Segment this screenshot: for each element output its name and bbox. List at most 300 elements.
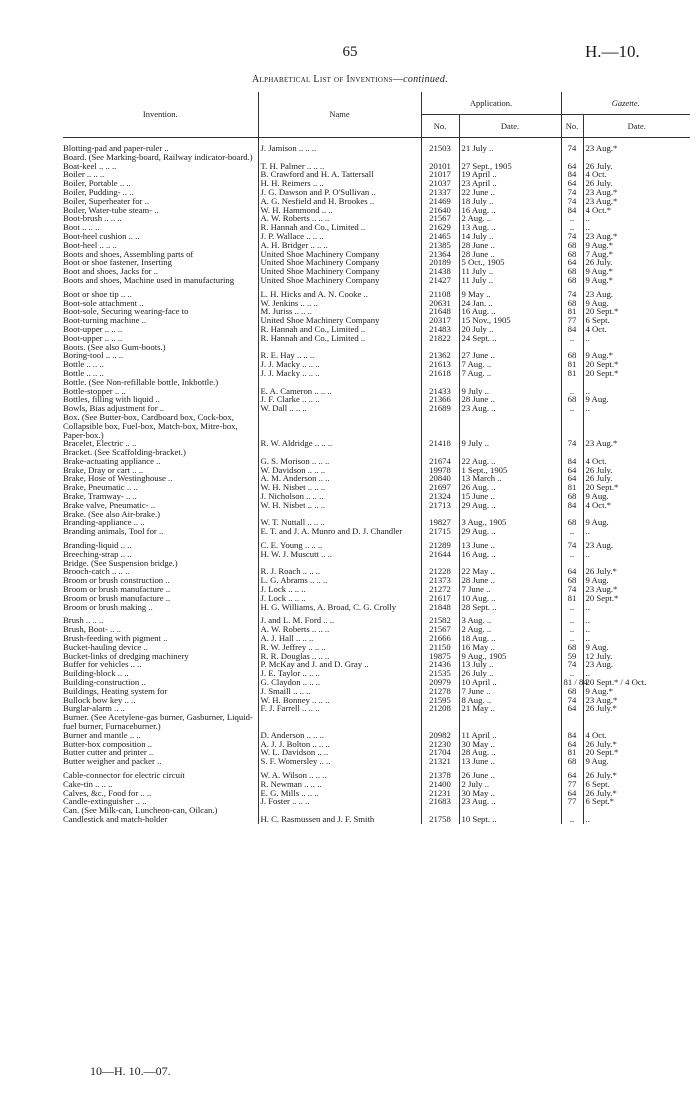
invention-cell: Candle-extinguisher .. .. (63, 797, 258, 806)
app-date-cell: 10 Sept. .. (459, 815, 561, 824)
gazette-no-cell: .. (561, 603, 583, 612)
app-date-cell: 24 Jan. .. (459, 299, 561, 308)
table-row (63, 378, 690, 387)
gazette-date-cell: .. (583, 603, 690, 612)
name-cell: J. F. Clarke .. .. .. (258, 395, 421, 404)
invention-cell: Bottle-stopper .. .. (63, 387, 258, 396)
app-date-cell: 16 Aug. .. (459, 307, 561, 316)
col-app-no: No. (421, 115, 459, 138)
table-row (63, 413, 690, 439)
table-row (63, 603, 690, 612)
invention-cell: Burner and mantle .. .. (63, 731, 258, 740)
app-no-cell: 21418 (421, 439, 459, 448)
invention-cell: Boot and shoes, Jacks for .. (63, 267, 258, 276)
gazette-date-cell: 4 Oct.* (583, 206, 690, 215)
invention-cell: Boots and shoes, Assembling parts of (63, 250, 258, 259)
name-cell: G. Claydon .. .. .. (258, 678, 421, 687)
app-date-cell: 11 April .. (459, 731, 561, 740)
name-cell: R. W. Jeffrey .. .. .. (258, 643, 421, 652)
table-row (63, 713, 690, 731)
app-no-cell: 21483 (421, 325, 459, 334)
gazette-no-cell: 74 (561, 290, 583, 299)
app-no-cell: 21324 (421, 492, 459, 501)
invention-cell: Brake, Tramway- .. .. (63, 492, 258, 501)
gazette-no-cell: .. (561, 616, 583, 625)
app-date-cell: 21 May .. (459, 704, 561, 713)
gazette-date-cell: 23 Aug.* (583, 439, 690, 448)
gazette-date-cell: 9 Aug. (583, 492, 690, 501)
app-no-cell: 21629 (421, 223, 459, 232)
app-no-cell: 21427 (421, 276, 459, 285)
app-no-cell: 21503 (421, 138, 459, 153)
app-date-cell: 28 June .. (459, 250, 561, 259)
gazette-no-cell: 68 (561, 687, 583, 696)
invention-cell: Boiler, Portable .. .. (63, 179, 258, 188)
name-cell: W. Davidson .. .. .. (258, 466, 421, 475)
app-date-cell: 28 Aug. .. (459, 748, 561, 757)
gazette-date-cell: .. (583, 625, 690, 634)
gazette-date-cell: 4 Oct. (583, 325, 690, 334)
app-date-cell: 13 June .. (459, 757, 561, 766)
app-date-cell: 20 July .. (459, 325, 561, 334)
app-date-cell: 16 Aug. .. (459, 206, 561, 215)
gazette-no-cell: 74 (561, 541, 583, 550)
gazette-date-cell: 9 Aug.* (583, 351, 690, 360)
gazette-date-cell: 9 Aug. (583, 299, 690, 308)
app-date-cell: 30 May .. (459, 740, 561, 749)
document-reference: H.—10. (585, 42, 640, 61)
gazette-date-cell: .. (583, 550, 690, 559)
invention-cell: Buildings, Heating system for (63, 687, 258, 696)
app-no-cell: 20189 (421, 258, 459, 267)
gazette-date-cell: 20 Sept.* (583, 483, 690, 492)
gazette-no-cell: 81 (561, 483, 583, 492)
app-date-cell: 13 June .. (459, 541, 561, 550)
gazette-no-cell: 74 (561, 188, 583, 197)
invention-cell: Boot-upper .. .. .. (63, 334, 258, 343)
gazette-date-cell: 23 Aug. (583, 660, 690, 669)
app-date-cell: 15 June .. (459, 492, 561, 501)
gazette-no-cell: .. (561, 214, 583, 223)
gazette-no-cell: 68 (561, 351, 583, 360)
app-no-cell: 21713 (421, 501, 459, 510)
name-cell: J. G. Dawson and P. O'Sullivan .. (258, 188, 421, 197)
gazette-no-cell: 84 (561, 206, 583, 215)
inventions-table (63, 92, 690, 824)
name-cell (258, 413, 421, 439)
app-date-cell: 30 May .. (459, 789, 561, 798)
app-date-cell: 26 Aug. .. (459, 483, 561, 492)
name-cell: United Shoe Machinery Company (258, 267, 421, 276)
app-no-cell: 20101 (421, 162, 459, 171)
gazette-date-cell: .. (583, 404, 690, 413)
gazette-no-cell: 77 (561, 316, 583, 325)
app-no-cell: 21373 (421, 576, 459, 585)
gazette-date-cell: 9 Aug.* (583, 687, 690, 696)
page-title: Alphabetical List of Inventions—continued. (251, 74, 449, 85)
gazette-no-cell: 68 (561, 241, 583, 250)
invention-cell: Boots. (See also Gum-boots.) (63, 343, 258, 352)
name-cell: A. G. Nesfield and H. Brookes .. (258, 197, 421, 206)
gazette-no-cell: .. (561, 387, 583, 396)
gazette-no-cell: 74 (561, 660, 583, 669)
gazette-date-cell: 26 July. (583, 466, 690, 475)
app-no-cell (421, 413, 459, 439)
name-cell: E. A. Cameron .. .. .. (258, 387, 421, 396)
gazette-date-cell: 23 Aug.* (583, 138, 690, 153)
app-no-cell: 20979 (421, 678, 459, 687)
gazette-date-cell: .. (583, 634, 690, 643)
gazette-date-cell: .. (583, 334, 690, 343)
gazette-no-cell: 84 (561, 325, 583, 334)
app-no-cell: 19978 (421, 466, 459, 475)
name-cell: J. Foster .. .. .. (258, 797, 421, 806)
app-no-cell: 21640 (421, 206, 459, 215)
name-cell: L. H. Hicks and A. N. Cooke .. (258, 290, 421, 299)
app-date-cell: 9 July .. (459, 439, 561, 448)
app-no-cell: 21595 (421, 696, 459, 705)
app-no-cell: 21337 (421, 188, 459, 197)
name-cell: S. F. Womersley .. .. (258, 757, 421, 766)
gazette-no-cell: 68 (561, 757, 583, 766)
app-no-cell: 21666 (421, 634, 459, 643)
gazette-no-cell: .. (561, 815, 583, 824)
name-cell: A. J. Hall .. .. .. (258, 634, 421, 643)
app-no-cell: 21758 (421, 815, 459, 824)
name-cell: J. J. Macky .. .. .. (258, 360, 421, 369)
app-no-cell: 21108 (421, 290, 459, 299)
col-gaz-date: Date. (583, 115, 690, 138)
app-no-cell: 21433 (421, 387, 459, 396)
gazette-no-cell: 64 (561, 466, 583, 475)
app-date-cell: 1 Sept., 1905 (459, 466, 561, 475)
invention-cell: Bottle. (See Non-refillable bottle, Inkbottle.) (63, 378, 258, 387)
gazette-no-cell: 84 (561, 457, 583, 466)
gazette-no-cell: 64 (561, 162, 583, 171)
invention-cell: Boot-brush .. .. .. (63, 214, 258, 223)
gazette-date-cell: 4 Oct. (583, 731, 690, 740)
gazette-date-cell: 4 Oct. (583, 170, 690, 179)
invention-cell: Boot-sole attachment .. (63, 299, 258, 308)
invention-cell: Boiler, Pudding- .. .. (63, 188, 258, 197)
invention-cell: Bracket. (See Scaffolding-bracket.) (63, 448, 258, 457)
gazette-no-cell: 77 (561, 797, 583, 806)
app-date-cell: 19 April .. (459, 170, 561, 179)
table-row (63, 276, 690, 285)
page-number: 65 (342, 44, 358, 60)
invention-cell: Bottle .. .. .. (63, 360, 258, 369)
gazette-no-cell: 74 (561, 138, 583, 153)
name-cell: W. A. Wilson .. .. .. (258, 771, 421, 780)
name-cell: A. M. Anderson .. .. (258, 474, 421, 483)
app-no-cell: 21848 (421, 603, 459, 612)
gazette-no-cell: 68 (561, 576, 583, 585)
name-cell (258, 713, 421, 731)
app-no-cell: 21017 (421, 170, 459, 179)
invention-cell: Boot-upper .. .. .. (63, 325, 258, 334)
gazette-no-cell (561, 713, 583, 731)
name-cell: H. H. Reimers .. .. (258, 179, 421, 188)
invention-cell: Brush, Boot- .. .. (63, 625, 258, 634)
app-no-cell: 21400 (421, 780, 459, 789)
app-date-cell: 9 May .. (459, 290, 561, 299)
app-no-cell: 21704 (421, 748, 459, 757)
name-cell: R. J. Roach .. .. .. (258, 567, 421, 576)
gazette-date-cell: 9 Aug. (583, 576, 690, 585)
gazette-date-cell: 26 July.* (583, 740, 690, 749)
gazette-date-cell: 7 Aug.* (583, 250, 690, 259)
gazette-date-cell (583, 806, 690, 815)
gazette-no-cell: .. (561, 669, 583, 678)
invention-cell: Boring-tool .. .. .. (63, 351, 258, 360)
gazette-no-cell: .. (561, 404, 583, 413)
invention-cell: Boat-keel .. .. .. (63, 162, 258, 171)
table-row (63, 616, 690, 625)
app-date-cell: 16 May .. (459, 643, 561, 652)
invention-cell: Boot-heel .. .. .. (63, 241, 258, 250)
app-date-cell: 23 April .. (459, 179, 561, 188)
gazette-no-cell: 64 (561, 179, 583, 188)
gazette-date-cell: 9 Aug. (583, 518, 690, 527)
app-date-cell: 26 July .. (459, 669, 561, 678)
app-date-cell (459, 413, 561, 439)
gazette-date-cell: 6 Sept. (583, 316, 690, 325)
name-cell: J. Lock .. .. .. (258, 585, 421, 594)
app-no-cell (421, 713, 459, 731)
table-row (63, 527, 690, 536)
col-gaz-no: No. (561, 115, 583, 138)
name-cell: R. E. Hay .. .. .. (258, 351, 421, 360)
name-cell: United Shoe Machinery Company (258, 258, 421, 267)
gazette-no-cell: .. (561, 625, 583, 634)
name-cell: E. T. and J. A. Munro and D. J. Chandler (258, 527, 421, 536)
app-no-cell: 21469 (421, 197, 459, 206)
app-no-cell: 21689 (421, 404, 459, 413)
invention-cell: Boots and shoes, Machine used in manufacturing (63, 276, 258, 285)
invention-cell: Burner. (See Acetylene-gas burner, Gasburner, Liquid-fuel burner, Furnaceburner.) (63, 713, 258, 731)
invention-cell: Burglar-alarm .. .. (63, 704, 258, 713)
invention-cell: Bucket-links of dredging machinery (63, 652, 258, 661)
gazette-date-cell: 23 Aug. (583, 541, 690, 550)
invention-cell: Bowls, Bias adjustment for .. (63, 404, 258, 413)
gazette-date-cell: .. (583, 223, 690, 232)
app-date-cell: 27 Sept., 1905 (459, 162, 561, 171)
name-cell: R. Hannah and Co., Limited .. (258, 325, 421, 334)
gazette-date-cell: 26 July.* (583, 704, 690, 713)
app-no-cell: 21385 (421, 241, 459, 250)
name-cell: B. Crawford and H. A. Tattersall (258, 170, 421, 179)
name-cell: J. Jamison .. .. .. (258, 138, 421, 153)
gazette-no-cell: 84 (561, 501, 583, 510)
app-date-cell: 22 June .. (459, 188, 561, 197)
invention-cell: Broom or brush manufacture .. (63, 585, 258, 594)
name-cell: G. S. Morison .. .. .. (258, 457, 421, 466)
gazette-no-cell: 68 (561, 395, 583, 404)
name-cell: C. E. Young .. .. .. (258, 541, 421, 550)
gazette-date-cell: 20 Sept.* (583, 748, 690, 757)
col-application: Application. (421, 92, 561, 115)
app-date-cell: 18 Aug. .. (459, 634, 561, 643)
col-gazette: Gazette. (561, 92, 690, 115)
app-no-cell: 21613 (421, 360, 459, 369)
app-no-cell: 21438 (421, 267, 459, 276)
name-cell: L. G. Abrams .. .. .. (258, 576, 421, 585)
gazette-date-cell: .. (583, 214, 690, 223)
gazette-date-cell: 26 July. (583, 179, 690, 188)
app-date-cell: 28 June .. (459, 576, 561, 585)
name-cell: P. McKay and J. and D. Gray .. (258, 660, 421, 669)
gazette-no-cell: 81 (561, 594, 583, 603)
name-cell: J. P. Wallace .. .. .. (258, 232, 421, 241)
name-cell: R. Hannah and Co., Limited .. (258, 223, 421, 232)
app-no-cell: 21366 (421, 395, 459, 404)
invention-cell: Breeching-strap .. .. (63, 550, 258, 559)
app-date-cell: 7 Aug. .. (459, 360, 561, 369)
name-cell: J. Lock .. .. .. (258, 594, 421, 603)
invention-cell: Boiler .. .. .. (63, 170, 258, 179)
gazette-no-cell: 74 (561, 585, 583, 594)
gazette-no-cell: .. (561, 223, 583, 232)
gazette-no-cell: .. (561, 334, 583, 343)
invention-cell: Cake-tin .. .. .. (63, 780, 258, 789)
gazette-no-cell: 64 (561, 789, 583, 798)
app-date-cell: 23 Aug. .. (459, 797, 561, 806)
app-date-cell: 2 Aug. .. (459, 214, 561, 223)
gazette-no-cell: 84 (561, 170, 583, 179)
app-no-cell: 20631 (421, 299, 459, 308)
invention-cell: Building-construction .. (63, 678, 258, 687)
gazette-no-cell: 74 (561, 696, 583, 705)
invention-cell: Boot-turning machine .. (63, 316, 258, 325)
app-date-cell: 28 June .. (459, 395, 561, 404)
gazette-no-cell: 68 (561, 276, 583, 285)
gazette-date-cell: .. (583, 815, 690, 824)
invention-cell: Candlestick and match-holder (63, 815, 258, 824)
invention-cell: Blotting-pad and paper-ruler .. (63, 138, 258, 153)
gazette-date-cell: 9 Aug. (583, 643, 690, 652)
app-date-cell: 9 Aug., 1905 (459, 652, 561, 661)
gazette-date-cell: 9 Aug.* (583, 276, 690, 285)
app-date-cell: 18 July .. (459, 197, 561, 206)
name-cell: R. Hannah and Co., Limited .. (258, 334, 421, 343)
app-no-cell: 20840 (421, 474, 459, 483)
invention-cell: Bottles, filling with liquid .. (63, 395, 258, 404)
name-cell: M. Juriss .. .. .. (258, 307, 421, 316)
app-date-cell: 27 June .. (459, 351, 561, 360)
name-cell: W. T. Nuttall .. .. .. (258, 518, 421, 527)
gazette-date-cell: 23 Aug.* (583, 585, 690, 594)
app-date-cell: 29 Aug. .. (459, 527, 561, 536)
name-cell: W. H. Bonney .. .. .. (258, 696, 421, 705)
gazette-date-cell (583, 713, 690, 731)
name-cell: United Shoe Machinery Company (258, 316, 421, 325)
name-cell: R. Newman .. .. .. (258, 780, 421, 789)
name-cell: United Shoe Machinery Company (258, 250, 421, 259)
gazette-date-cell: 23 Aug.* (583, 197, 690, 206)
invention-cell: Bracelet, Electric .. .. (63, 439, 258, 448)
app-date-cell: 3 Aug., 1905 (459, 518, 561, 527)
invention-cell: Boiler, Superheater for .. (63, 197, 258, 206)
invention-cell: Bottle .. .. .. (63, 369, 258, 378)
app-no-cell: 21465 (421, 232, 459, 241)
invention-cell: Brooch-catch .. .. .. (63, 567, 258, 576)
gazette-no-cell: 84 (561, 731, 583, 740)
gazette-no-cell: .. (561, 634, 583, 643)
gazette-no-cell: 68 (561, 492, 583, 501)
invention-cell: Boot or shoe fastener, Inserting (63, 258, 258, 267)
invention-cell: Calves, &c., Food for .. .. (63, 789, 258, 798)
title-suffix: continued. (403, 74, 449, 85)
app-date-cell: 28 Sept. .. (459, 603, 561, 612)
app-no-cell: 21289 (421, 541, 459, 550)
name-cell: T. H. Palmer .. .. .. (258, 162, 421, 171)
name-cell: R. W. Aldridge .. .. .. (258, 439, 421, 448)
app-date-cell: 24 Sept. .. (459, 334, 561, 343)
gazette-date-cell: 4 Oct. (583, 457, 690, 466)
name-cell: D. Anderson .. .. .. (258, 731, 421, 740)
app-no-cell: 21648 (421, 307, 459, 316)
gazette-date-cell: 9 Aug. (583, 395, 690, 404)
invention-cell: Bucket-hauling device .. (63, 643, 258, 652)
app-no-cell: 20982 (421, 731, 459, 740)
name-cell: United Shoe Machinery Company (258, 276, 421, 285)
col-invention: Invention. (63, 92, 258, 138)
app-date-cell: 8 Aug. .. (459, 696, 561, 705)
app-date-cell: 14 July .. (459, 232, 561, 241)
invention-cell: Brake, Dray or cart .. .. (63, 466, 258, 475)
app-no-cell: 19875 (421, 652, 459, 661)
table-row (63, 660, 690, 669)
name-cell: J. J. Macky .. .. .. (258, 369, 421, 378)
app-no-cell: 21364 (421, 250, 459, 259)
invention-cell: Butter weigher and packer .. (63, 757, 258, 766)
app-no-cell: 21362 (421, 351, 459, 360)
invention-cell: Box. (See Butter-box, Cardboard box, Cock-box, Collapsible box, Fuel-box, Match-box, Mitre-box, Paper-box.) (63, 413, 258, 439)
invention-cell: Branding-appliance .. .. (63, 518, 258, 527)
gazette-date-cell: 20 Sept.* / 4 Oct. (583, 678, 690, 687)
gazette-no-cell: 68 (561, 267, 583, 276)
gazette-date-cell: 26 July. (583, 162, 690, 171)
app-date-cell: 11 July .. (459, 267, 561, 276)
app-date-cell: 29 Aug. .. (459, 501, 561, 510)
gazette-no-cell (561, 413, 583, 439)
name-cell: F. J. Farrell .. .. .. (258, 704, 421, 713)
gazette-no-cell: .. (561, 527, 583, 536)
name-cell: W. Jenkins .. .. .. (258, 299, 421, 308)
app-no-cell: 21150 (421, 643, 459, 652)
app-no-cell: 19827 (421, 518, 459, 527)
app-date-cell: 13 March .. (459, 474, 561, 483)
app-no-cell: 21582 (421, 616, 459, 625)
app-no-cell: 21230 (421, 740, 459, 749)
table-row (63, 214, 690, 223)
gazette-no-cell: 64 (561, 474, 583, 483)
invention-cell: Brake. (See also Air-brake.) (63, 510, 258, 519)
gazette-date-cell: .. (583, 527, 690, 536)
gazette-date-cell: .. (583, 616, 690, 625)
app-date-cell: 16 Aug. .. (459, 550, 561, 559)
app-date-cell: 15 Nov., 1905 (459, 316, 561, 325)
invention-cell: Can. (See Milk-can, Luncheon-can, Oilcan.) (63, 806, 258, 815)
app-date-cell: 22 Aug. .. (459, 457, 561, 466)
app-no-cell: 21208 (421, 704, 459, 713)
name-cell: H. C. Rasmussen and J. F. Smith (258, 815, 421, 824)
gazette-date-cell: 20 Sept.* (583, 594, 690, 603)
gazette-no-cell: 64 (561, 771, 583, 780)
app-no-cell: 21697 (421, 483, 459, 492)
table-row (63, 541, 690, 550)
app-date-cell: 23 Aug. .. (459, 404, 561, 413)
